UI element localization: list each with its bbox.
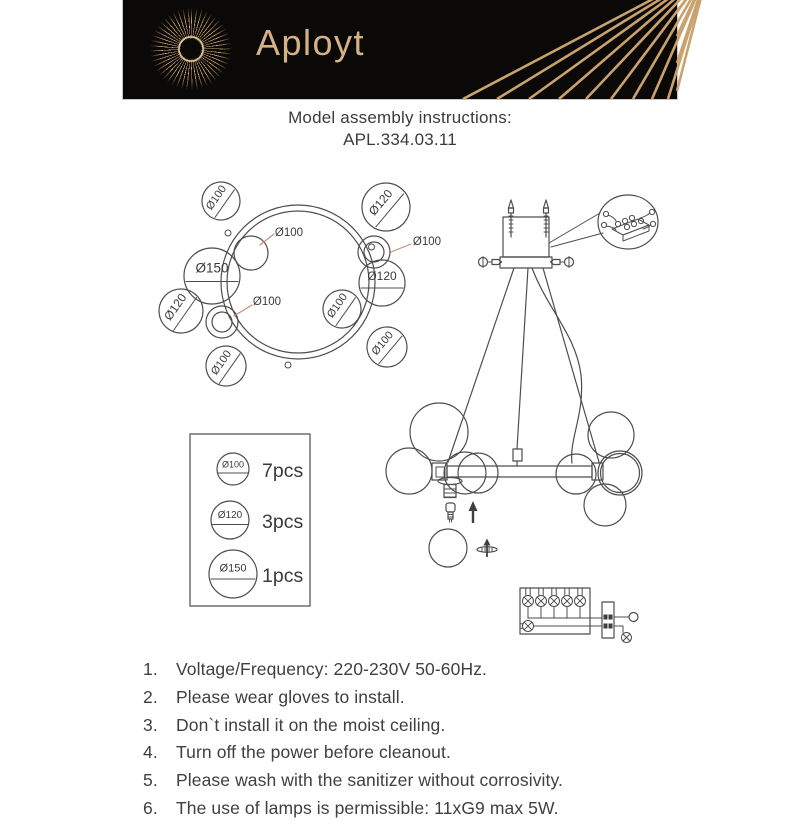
instruction-number: 5. xyxy=(143,770,158,791)
instructions-list xyxy=(143,659,673,826)
top-view-diagram xyxy=(150,173,441,394)
svg-text:Ø150: Ø150 xyxy=(195,260,229,276)
side-screw-icon xyxy=(551,257,574,268)
legend-sphere-d100 xyxy=(217,453,249,485)
lamp-symbol xyxy=(622,633,632,643)
instruction-number: 4. xyxy=(143,742,158,763)
svg-text:Ø100: Ø100 xyxy=(274,227,304,239)
assembly-drawings xyxy=(140,158,684,660)
lamp-symbols xyxy=(520,588,586,632)
svg-text:Ø100: Ø100 xyxy=(324,291,351,321)
glass-sphere xyxy=(234,236,268,270)
brand-name: Aployt xyxy=(256,22,366,63)
instruction-item xyxy=(143,798,673,819)
ceiling-canopy xyxy=(503,217,549,257)
dimension-label xyxy=(260,227,303,245)
suspension-wires xyxy=(448,268,599,463)
legend-qty: 3pcs xyxy=(262,511,304,533)
instruction-text: Don`t install it on the moist ceiling. xyxy=(176,714,446,735)
instruction-text: Please wash with the sanitizer without corrosivity. xyxy=(176,770,564,791)
title-line: Model assembly instructions: xyxy=(288,108,512,127)
instruction-text: Voltage/Frequency: 220-230V 50-60Hz. xyxy=(176,659,488,679)
legend-sphere-d150 xyxy=(209,550,257,598)
instruction-text: Please wear gloves to install. xyxy=(176,686,405,707)
legend-sphere-d120 xyxy=(211,501,249,539)
sphere-d120 xyxy=(352,173,420,241)
mounting-screw-icon xyxy=(544,200,549,237)
instruction-number: 3. xyxy=(143,714,158,735)
instruction-item xyxy=(143,687,673,708)
sphere-d120 xyxy=(150,280,211,341)
instruction-item xyxy=(143,715,673,736)
instruction-number: 2. xyxy=(143,686,158,707)
sphere-d150 xyxy=(184,248,240,304)
instruction-item xyxy=(143,659,673,680)
svg-text:Ø100: Ø100 xyxy=(369,329,397,358)
svg-text:Ø100: Ø100 xyxy=(208,348,235,378)
sphere-d120 xyxy=(359,260,405,306)
svg-text:Ø120: Ø120 xyxy=(367,269,397,283)
legend-qty: 7pcs xyxy=(262,460,304,482)
sphere-d100 xyxy=(198,338,254,394)
dimension-label xyxy=(234,296,281,316)
g9-bulb-icon xyxy=(446,503,455,522)
svg-text:Ø100: Ø100 xyxy=(221,459,245,470)
svg-text:Ø100: Ø100 xyxy=(252,296,282,308)
svg-text:Ø120: Ø120 xyxy=(161,290,190,324)
document-title xyxy=(0,107,800,151)
sphere-d100 xyxy=(195,175,248,228)
mounting-screw-icon xyxy=(509,200,514,237)
sphere-d100 xyxy=(359,319,415,375)
instruction-item xyxy=(143,742,673,763)
socket-ring xyxy=(206,306,238,338)
wiring-callout xyxy=(549,195,658,249)
instruction-item xyxy=(143,770,673,791)
terminal-block xyxy=(602,602,614,638)
side-view-diagram xyxy=(386,195,658,567)
svg-text:Ø100: Ø100 xyxy=(203,183,230,213)
instruction-text: Turn off the power before cleanout. xyxy=(176,742,451,763)
dimension-label xyxy=(391,236,441,252)
screw-rotation-icon xyxy=(477,539,497,558)
corner-rays-icon xyxy=(123,0,677,99)
svg-text:Ø120: Ø120 xyxy=(217,510,243,521)
instruction-number: 1. xyxy=(143,659,158,679)
svg-text:Ø150: Ø150 xyxy=(219,562,247,575)
svg-text:Ø100: Ø100 xyxy=(412,236,442,248)
legend-box xyxy=(190,434,310,606)
glass-sphere xyxy=(429,529,467,567)
model-number: APL.334.03.11 xyxy=(343,130,457,149)
svg-text:Ø120: Ø120 xyxy=(365,186,396,219)
junction-circle xyxy=(629,613,638,622)
legend-qty: 1pcs xyxy=(262,565,304,587)
wiring-diagram xyxy=(520,588,638,643)
side-screw-icon xyxy=(479,257,502,268)
insert-arrow-icon xyxy=(469,501,478,523)
instruction-number: 6. xyxy=(143,797,158,818)
brand-banner xyxy=(123,0,677,99)
instruction-text: The use of lamps is permissible: 11xG9 max 5W. xyxy=(176,797,559,818)
